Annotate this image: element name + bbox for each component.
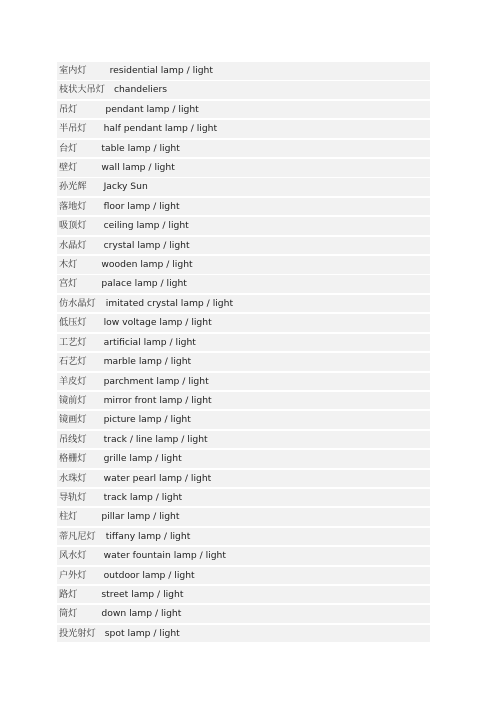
term-chinese: 筒灯 bbox=[59, 608, 78, 620]
term-chinese: 水珠灯 bbox=[59, 472, 87, 484]
term-english: floor lamp / light bbox=[103, 200, 180, 212]
term-chinese: 木灯 bbox=[59, 259, 78, 271]
term-chinese: 羊皮灯 bbox=[59, 375, 87, 387]
term-english: artificial lamp / light bbox=[103, 336, 196, 348]
term-row bbox=[57, 140, 430, 158]
term-row bbox=[57, 198, 430, 216]
term-chinese: 投光射灯 bbox=[59, 627, 96, 639]
term-english: picture lamp / light bbox=[103, 414, 191, 426]
term-chinese: 壁灯 bbox=[59, 162, 78, 174]
term-english: outdoor lamp / light bbox=[103, 569, 195, 581]
term-english: grille lamp / light bbox=[103, 453, 182, 465]
term-english: track lamp / light bbox=[103, 491, 183, 503]
term-row bbox=[57, 295, 430, 313]
term-chinese: 落地灯 bbox=[59, 200, 87, 212]
term-row bbox=[57, 489, 430, 507]
term-chinese: 镜前灯 bbox=[59, 394, 87, 406]
term-row bbox=[57, 237, 430, 255]
term-chinese: 镜画灯 bbox=[59, 414, 87, 426]
term-english: Jacky Sun bbox=[103, 181, 148, 193]
term-chinese: 石艺灯 bbox=[59, 356, 87, 368]
term-english: crystal lamp / light bbox=[103, 239, 190, 251]
term-chinese: 枝状大吊灯 bbox=[59, 84, 105, 96]
term-row bbox=[57, 373, 430, 391]
term-chinese: 蒂凡尼灯 bbox=[59, 530, 96, 542]
term-row bbox=[57, 586, 430, 604]
term-row bbox=[57, 353, 430, 371]
term-row bbox=[57, 431, 430, 449]
term-chinese: 宫灯 bbox=[59, 278, 78, 290]
term-row bbox=[57, 334, 430, 352]
term-english: ceiling lamp / light bbox=[103, 220, 189, 232]
term-row bbox=[57, 217, 430, 235]
term-english: pendant lamp / light bbox=[105, 103, 199, 115]
term-row bbox=[57, 470, 430, 488]
term-english: residential lamp / light bbox=[109, 65, 213, 76]
term-row bbox=[57, 528, 430, 546]
term-row bbox=[57, 159, 430, 177]
term-english: tiffany lamp / light bbox=[105, 530, 191, 542]
term-english: imitated crystal lamp / light bbox=[105, 297, 234, 309]
term-row bbox=[57, 411, 430, 429]
term-chinese: 水晶灯 bbox=[59, 239, 87, 251]
term-english: chandeliers bbox=[113, 84, 168, 96]
term-english: street lamp / light bbox=[101, 588, 184, 600]
term-english: mirror front lamp / light bbox=[103, 394, 212, 406]
term-chinese: 路灯 bbox=[59, 588, 78, 600]
term-chinese: 导轨灯 bbox=[59, 491, 87, 503]
term-row bbox=[57, 178, 430, 196]
term-english: low voltage lamp / light bbox=[103, 317, 212, 329]
term-row bbox=[57, 101, 430, 119]
term-chinese: 吊灯 bbox=[59, 103, 78, 115]
term-row bbox=[57, 62, 430, 80]
lamp-terms-list bbox=[57, 62, 430, 644]
term-english: pillar lamp / light bbox=[101, 511, 180, 523]
term-english: water pearl lamp / light bbox=[103, 472, 212, 484]
term-english: half pendant lamp / light bbox=[103, 123, 218, 135]
term-english: palace lamp / light bbox=[101, 278, 187, 290]
term-row bbox=[57, 450, 430, 468]
term-chinese: 台灯 bbox=[59, 142, 78, 154]
term-english: water fountain lamp / light bbox=[103, 550, 226, 562]
term-english: parchment lamp / light bbox=[103, 375, 209, 387]
term-chinese: 室内灯 bbox=[59, 65, 87, 76]
term-chinese: 格栅灯 bbox=[59, 453, 87, 465]
term-chinese: 仿水晶灯 bbox=[59, 297, 96, 309]
term-english: wall lamp / light bbox=[101, 162, 175, 174]
term-english: track / line lamp / light bbox=[103, 433, 208, 445]
term-chinese: 户外灯 bbox=[59, 569, 87, 581]
term-row bbox=[57, 625, 430, 643]
term-row bbox=[57, 547, 430, 565]
term-row bbox=[57, 605, 430, 623]
term-chinese: 风水灯 bbox=[59, 550, 87, 562]
term-row bbox=[57, 256, 430, 274]
term-row bbox=[57, 567, 430, 585]
term-english: down lamp / light bbox=[101, 608, 182, 620]
term-chinese: 柱灯 bbox=[59, 511, 78, 523]
term-row bbox=[57, 508, 430, 526]
term-chinese: 孙光辉 bbox=[59, 181, 87, 193]
term-english: marble lamp / light bbox=[103, 356, 192, 368]
term-row bbox=[57, 120, 430, 138]
term-row bbox=[57, 314, 430, 332]
term-english: spot lamp / light bbox=[104, 627, 180, 639]
term-english: wooden lamp / light bbox=[101, 259, 193, 271]
term-row bbox=[57, 81, 430, 99]
term-chinese: 低压灯 bbox=[59, 317, 87, 329]
term-row bbox=[57, 392, 430, 410]
term-chinese: 半吊灯 bbox=[59, 123, 87, 135]
term-chinese: 吊线灯 bbox=[59, 433, 87, 445]
term-english: table lamp / light bbox=[101, 142, 180, 154]
term-row bbox=[57, 275, 430, 293]
term-chinese: 吸顶灯 bbox=[59, 220, 87, 232]
term-chinese: 工艺灯 bbox=[59, 336, 87, 348]
